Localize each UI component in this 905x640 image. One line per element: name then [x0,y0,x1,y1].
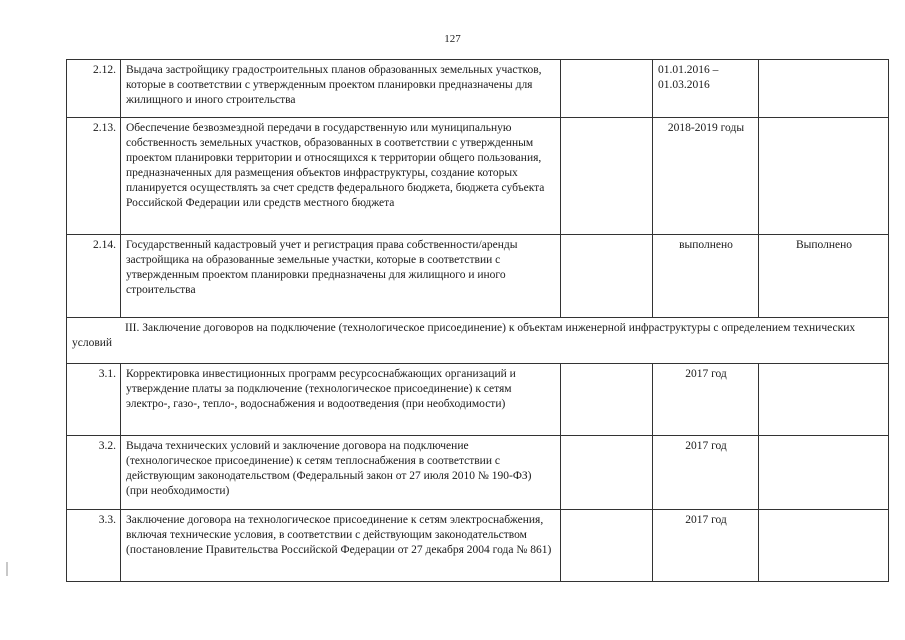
empty-cell [561,436,653,510]
row-date: 01.01.2016 – 01.03.2016 [653,60,759,118]
row-status [759,436,889,510]
row-number: 3.1. [67,364,121,436]
row-status [759,510,889,582]
row-number: 2.12. [67,60,121,118]
section-heading-row [67,318,889,364]
empty-cell [561,364,653,436]
row-status [759,60,889,118]
row-description: Выдача технических условий и заключение договора на подключение (технологическое присоединение) к сетям теплоснабжения в соответствии с действующим законодательством (Федеральный закон от 27 июля 2010 № 190-ФЗ) (при необходимости) [121,436,561,510]
plan-table [66,59,889,582]
row-status [759,364,889,436]
row-number: 3.2. [67,436,121,510]
empty-cell [561,510,653,582]
row-date: 2017 год [653,436,759,510]
row-description: Государственный кадастровый учет и регистрация права собственности/аренды застройщика на образованные земельные участки, которые в соответствии с утвержденным проектом планировки предназначены для жилищного и иного строительства [121,235,561,318]
scan-artifact [6,562,8,576]
row-date: выполнено [653,235,759,318]
empty-cell [561,60,653,118]
row-description: Обеспечение безвозмездной передачи в государственную или муниципальную собственность земельных участков, образованных в соответствии с утвержденным проектом планировки территории и относящихся к территории общего пользования, предназначенных для размещения объектов инфраструктуры, создание которых планируется осуществлять за счет средств федерального бюджета, бюджета субъекта Российской Федерации или средств местного бюджета [121,118,561,235]
row-date: 2017 год [653,510,759,582]
table-row [67,510,889,582]
table-row [67,60,889,118]
row-status [759,118,889,235]
row-number: 2.14. [67,235,121,318]
section-heading: III. Заключение договоров на подключение (технологическое присоединение) к объектам инженерной инфраструктуры с определением технических условий [67,318,889,364]
row-number: 2.13. [67,118,121,235]
row-date: 2018-2019 годы [653,118,759,235]
page-number: 127 [444,33,461,45]
row-status: Выполнено [759,235,889,318]
empty-cell [561,118,653,235]
empty-cell [561,235,653,318]
row-number: 3.3. [67,510,121,582]
table-row [67,364,889,436]
row-description: Выдача застройщику градостроительных планов образованных земельных участков, которые в соответствии с утвержденным проектом планировки предназначены для жилищного и иного строительства [121,60,561,118]
row-date: 2017 год [653,364,759,436]
table-row [67,436,889,510]
table-row [67,118,889,235]
table-row [67,235,889,318]
row-description: Корректировка инвестиционных программ ресурсоснабжающих организаций и утверждение платы за подключение (технологическое присоединение) к сетям электро-, газо-, тепло-, водоснабжения и водоотведения (при необходимости) [121,364,561,436]
row-description: Заключение договора на технологическое присоединение к сетям электроснабжения, включая технические условия, в соответствии с действующим законодательством (постановление Правительства Российской Федерации от 27 декабря 2004 года № 861) [121,510,561,582]
